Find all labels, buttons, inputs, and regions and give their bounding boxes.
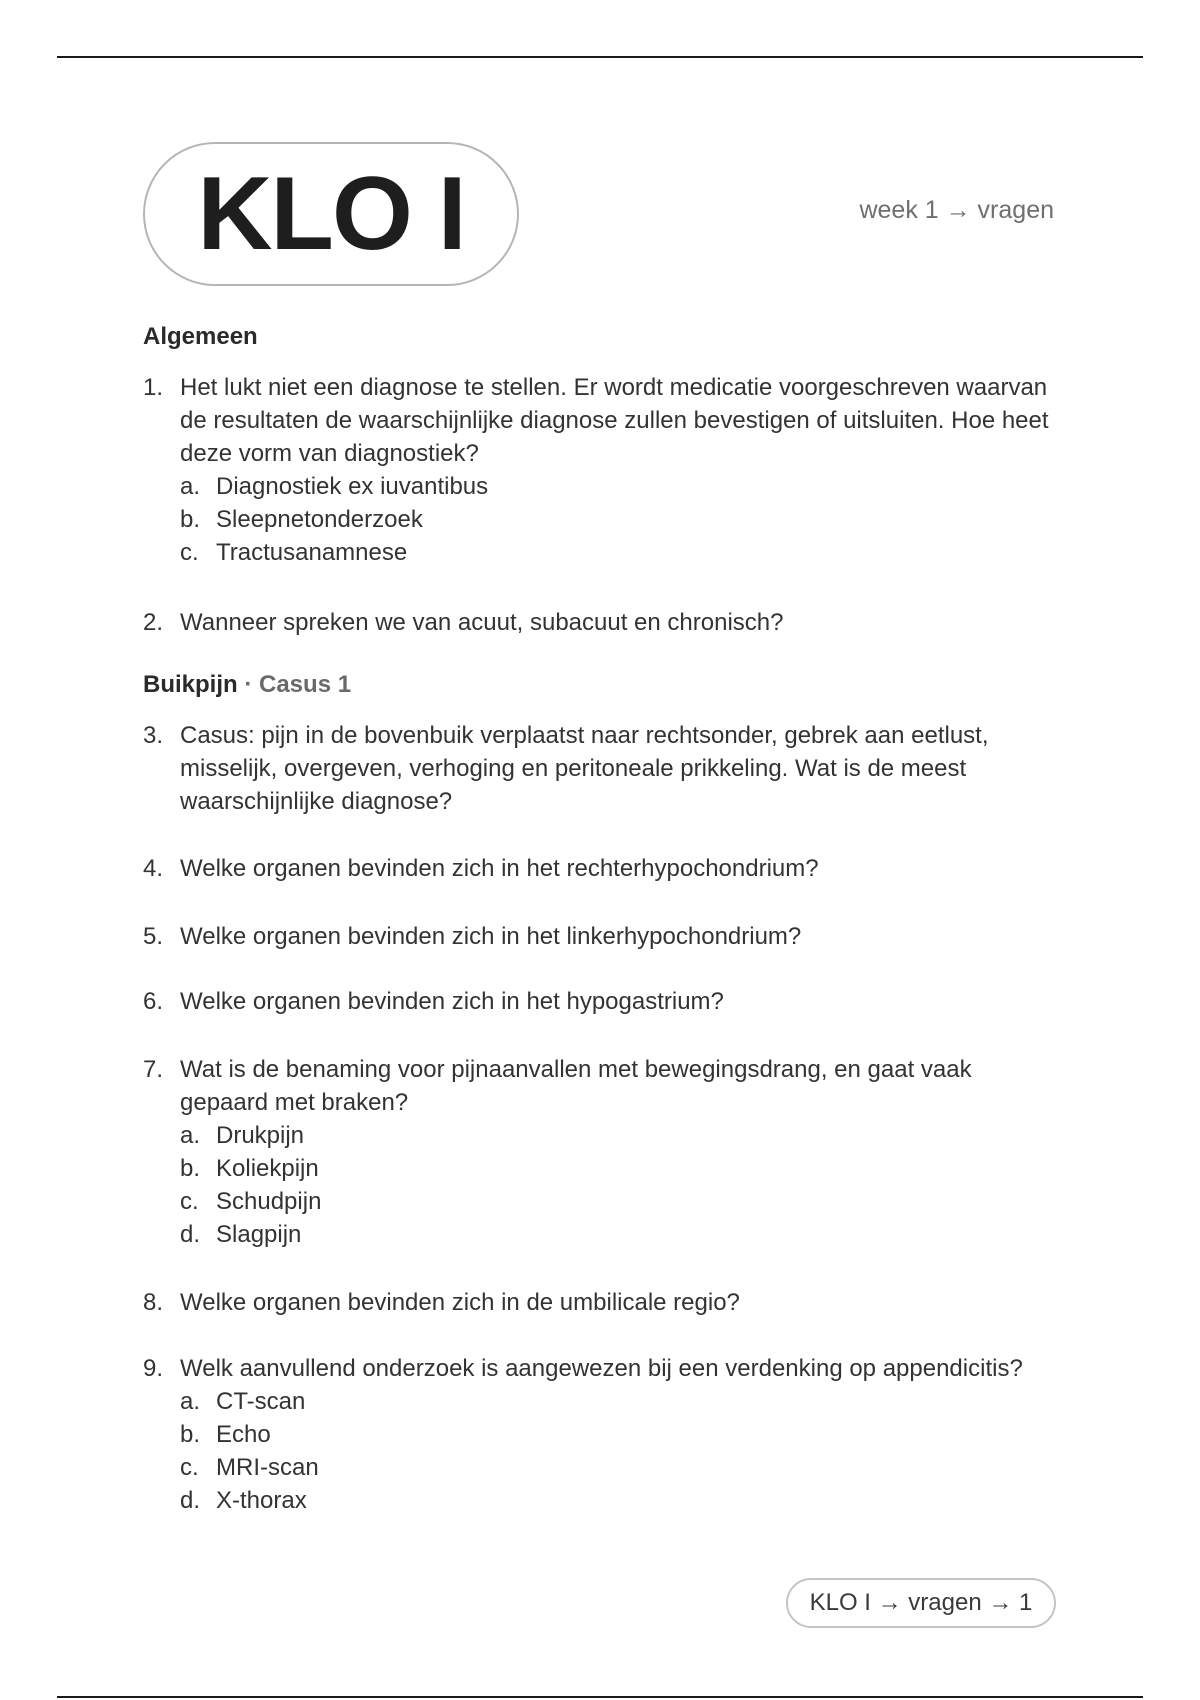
option-letter: d. xyxy=(180,1487,201,1514)
question-text: Welke organen bevinden zich in het rechterhypochondrium? xyxy=(180,855,819,882)
answer-options xyxy=(180,1119,1063,1251)
question-number: 4. xyxy=(143,855,164,882)
answer-option xyxy=(180,1418,1063,1451)
option-text: Echo xyxy=(216,1421,271,1448)
option-letter: c. xyxy=(180,539,199,566)
question-number: 3. xyxy=(143,722,164,749)
question-text: Casus: pijn in de bovenbuik verplaatst naar rechtsonder, gebrek aan eetlust, misselijk, overgeven, verhoging en peritoneale prikkeling. Wat is de meest waarschijnlijke diagnose? xyxy=(180,722,989,815)
question-6 xyxy=(143,985,1063,1018)
section-title: Buikpijn xyxy=(143,671,238,698)
option-text: Diagnostiek ex iuvantibus xyxy=(216,473,489,500)
section-title: Algemeen xyxy=(143,323,258,350)
question-number: 1. xyxy=(143,374,164,401)
option-letter: b. xyxy=(180,1155,201,1182)
section-heading-algemeen xyxy=(143,323,258,351)
option-text: Sleepnetonderzoek xyxy=(216,506,423,533)
answer-option xyxy=(180,1152,1063,1185)
option-letter: a. xyxy=(180,473,201,500)
option-text: Koliekpijn xyxy=(216,1155,319,1182)
answer-options xyxy=(180,470,1063,569)
question-text: Het lukt niet een diagnose te stellen. Er wordt medicatie voorgeschreven waarvan de resultaten de waarschijnlijke diagnose zullen bevestigen of uitsluiten. Hoe heet deze vorm van diagnostiek? xyxy=(180,374,1049,467)
section-heading-buikpijn xyxy=(143,671,351,699)
option-letter: b. xyxy=(180,1421,201,1448)
question-9 xyxy=(143,1352,1063,1517)
answer-option xyxy=(180,1451,1063,1484)
answer-option xyxy=(180,503,1063,536)
question-1 xyxy=(143,371,1063,569)
option-letter: a. xyxy=(180,1122,201,1149)
answer-option xyxy=(180,470,1063,503)
option-text: CT-scan xyxy=(216,1388,306,1415)
document-title: KLO I xyxy=(197,156,465,272)
bottom-rule xyxy=(57,1696,1143,1698)
question-5 xyxy=(143,920,1063,953)
answer-option xyxy=(180,1484,1063,1517)
question-number: 8. xyxy=(143,1289,164,1316)
option-text: Drukpijn xyxy=(216,1122,305,1149)
top-rule xyxy=(57,56,1143,58)
section-separator: · xyxy=(237,671,259,698)
document-title-badge xyxy=(143,142,519,286)
question-text: Welke organen bevinden zich in het hypogastrium? xyxy=(180,988,724,1015)
answer-option xyxy=(180,536,1063,569)
answer-option xyxy=(180,1385,1063,1418)
answer-option xyxy=(180,1185,1063,1218)
option-text: Slagpijn xyxy=(216,1221,302,1248)
page-footer-badge xyxy=(786,1578,1056,1628)
question-8 xyxy=(143,1286,1063,1319)
page-footer-label: KLO I → vragen → 1 xyxy=(809,1589,1033,1616)
answer-options xyxy=(180,1385,1063,1517)
question-text: Welke organen bevinden zich in de umbilicale regio? xyxy=(180,1289,740,1316)
question-number: 2. xyxy=(143,609,164,636)
question-text: Wanneer spreken we van acuut, subacuut en chronisch? xyxy=(180,609,784,636)
question-7 xyxy=(143,1053,1063,1251)
option-letter: c. xyxy=(180,1454,199,1481)
option-text: Tractusanamnese xyxy=(216,539,408,566)
question-2 xyxy=(143,606,1063,639)
question-3 xyxy=(143,719,1063,818)
answer-option xyxy=(180,1119,1063,1152)
week-label: week 1 → vragen xyxy=(859,196,1054,224)
question-text: Wat is de benaming voor pijnaanvallen met bewegingsdrang, en gaat vaak gepaard met braken? xyxy=(180,1056,972,1116)
section-subtitle: Casus 1 xyxy=(259,671,352,698)
answer-option xyxy=(180,1218,1063,1251)
question-text: Welke organen bevinden zich in het linkerhypochondrium? xyxy=(180,923,802,950)
option-letter: c. xyxy=(180,1188,199,1215)
option-text: Schudpijn xyxy=(216,1188,322,1215)
question-number: 6. xyxy=(143,988,164,1015)
question-number: 5. xyxy=(143,923,164,950)
option-letter: b. xyxy=(180,506,201,533)
question-number: 7. xyxy=(143,1056,164,1083)
option-text: MRI-scan xyxy=(216,1454,319,1481)
option-letter: d. xyxy=(180,1221,201,1248)
option-text: X-thorax xyxy=(216,1487,307,1514)
option-letter: a. xyxy=(180,1388,201,1415)
question-4 xyxy=(143,852,1063,885)
question-number: 9. xyxy=(143,1355,164,1382)
question-text: Welk aanvullend onderzoek is aangewezen bij een verdenking op appendicitis? xyxy=(180,1355,1023,1382)
